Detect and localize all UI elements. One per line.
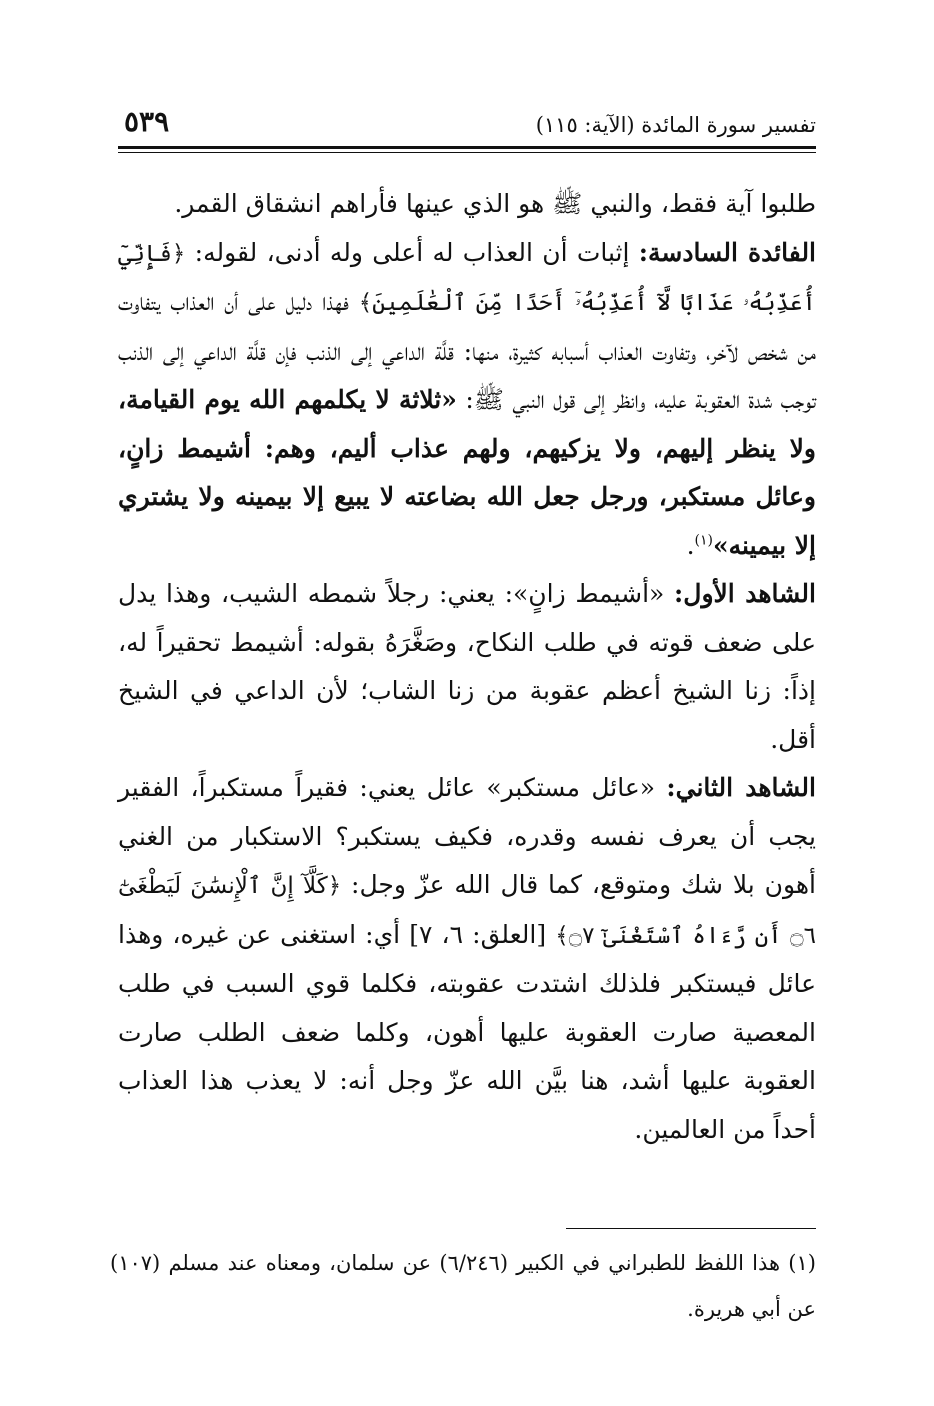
footnote-separator [566, 1228, 816, 1229]
header-rule-thick [118, 146, 816, 149]
paragraph-sixth-benefit [118, 229, 816, 571]
paragraph-text: «أشيمط زانٍ»: يعني: رجلاً شمطه الشيب، وهذا يدل على ضعف قوته في طلب النكاح، وصَغَّرَهُ بقوله: أشيمط تحقيراً له، إذاً: زنا الشيخ أعظم عقوبة من زنا الشاب؛ لأن الداعي في الشيخ أقل. [118, 579, 816, 754]
paragraph-text: طلبوا آية فقط، والنبي ﷺ هو الذي عينها فأراهم انشقاق القمر. [174, 189, 816, 218]
paragraph-end: . [686, 530, 695, 560]
footnote [110, 1240, 816, 1332]
section-heading: الشاهد الثاني: [666, 773, 816, 802]
page-number: ٥٣٩ [124, 105, 170, 138]
footnote-reference: (١) [694, 532, 714, 549]
quran-verse: ﴿كَلَّآ إِنَّ ٱلْإِنسَٰنَ لَيَطْغَىٰٓ ۝٦ أَن رَّءَاهُ ٱسْتَغْنَىٰٓ ۝٧﴾ [118, 873, 816, 949]
hadith-quote: «ثلاثة لا يكلمهم الله يوم القيامة، ولا ينظر إليهم، ولا يزكيهم، ولهم عذاب أليم، وهم: أشيمط زانٍ، وعائل مستكبر، ورجل جعل الله بضاعته لا يبيع إلا بيمينه ولا يشتري إلا بيمينه» [118, 385, 816, 560]
section-heading: الشاهد الأول: [674, 579, 816, 608]
paragraph-text: إثبات أن العذاب له أعلى وله أدنى، لقوله: [185, 237, 639, 267]
footnote-text: (١) هذا اللفظ للطبراني في الكبير (٦/٢٤٦) عن سلمان، ومعناه عند مسلم (١٠٧) عن أبي هريرة. [110, 1251, 816, 1321]
section-heading: الفائدة السادسة: [638, 237, 817, 267]
paragraph-first-witness [118, 570, 816, 764]
header-rule-thin [118, 152, 816, 153]
paragraph-second-witness [118, 764, 816, 1154]
page-header [118, 100, 816, 144]
paragraph-text: «عائل مستكبر» عائل يعني: فقيراً مستكبراً، الفقير يجب أن يعرف نفسه وقدره، فكيف يستكبر؟ الاستكبار من الغني أهون بلا شك ومتوقع، كما قال الله عزّ وجل: [118, 773, 816, 899]
paragraph-text: [العلق: ٦، ٧] أي: استغنى عن غيره، وهذا عائل فيستكبر فلذلك اشتدت عقوبته، فكلما قوي السبب في طلب المعصية صارت العقوبة عليها أهون، وكلما ضعف الطلب صارت العقوبة عليها أشد، هنا بيَّن الله عزّ وجل أنه: لا يعذب هذا العذاب أحداً من العالمين. [118, 919, 816, 1144]
paragraph-text: فهذا دليل على أن العذاب يتفاوت من شخص لآخر، وتفاوت العذاب أسبابه كثيرة، منها: قلَّة الداعي إلى الذنب فإن قلَّة الداعي إلى الذنب توجب شدة العقوبة عليه، وانظر إلى قول النبي ﷺ: [118, 287, 816, 414]
paragraph-intro [118, 180, 816, 229]
running-title: تفسير سورة المائدة (الآية: ١١٥) [535, 113, 816, 137]
main-text [118, 180, 816, 1154]
quran-verse: ﴿فَإِنِّيٓ أُعَذِّبُهُۥ عَذَابًا لَّآ أُعَذِّبُهُۥٓ أَحَدًا مِّنَ ٱلْعَٰلَمِينَ﴾ [118, 240, 816, 316]
